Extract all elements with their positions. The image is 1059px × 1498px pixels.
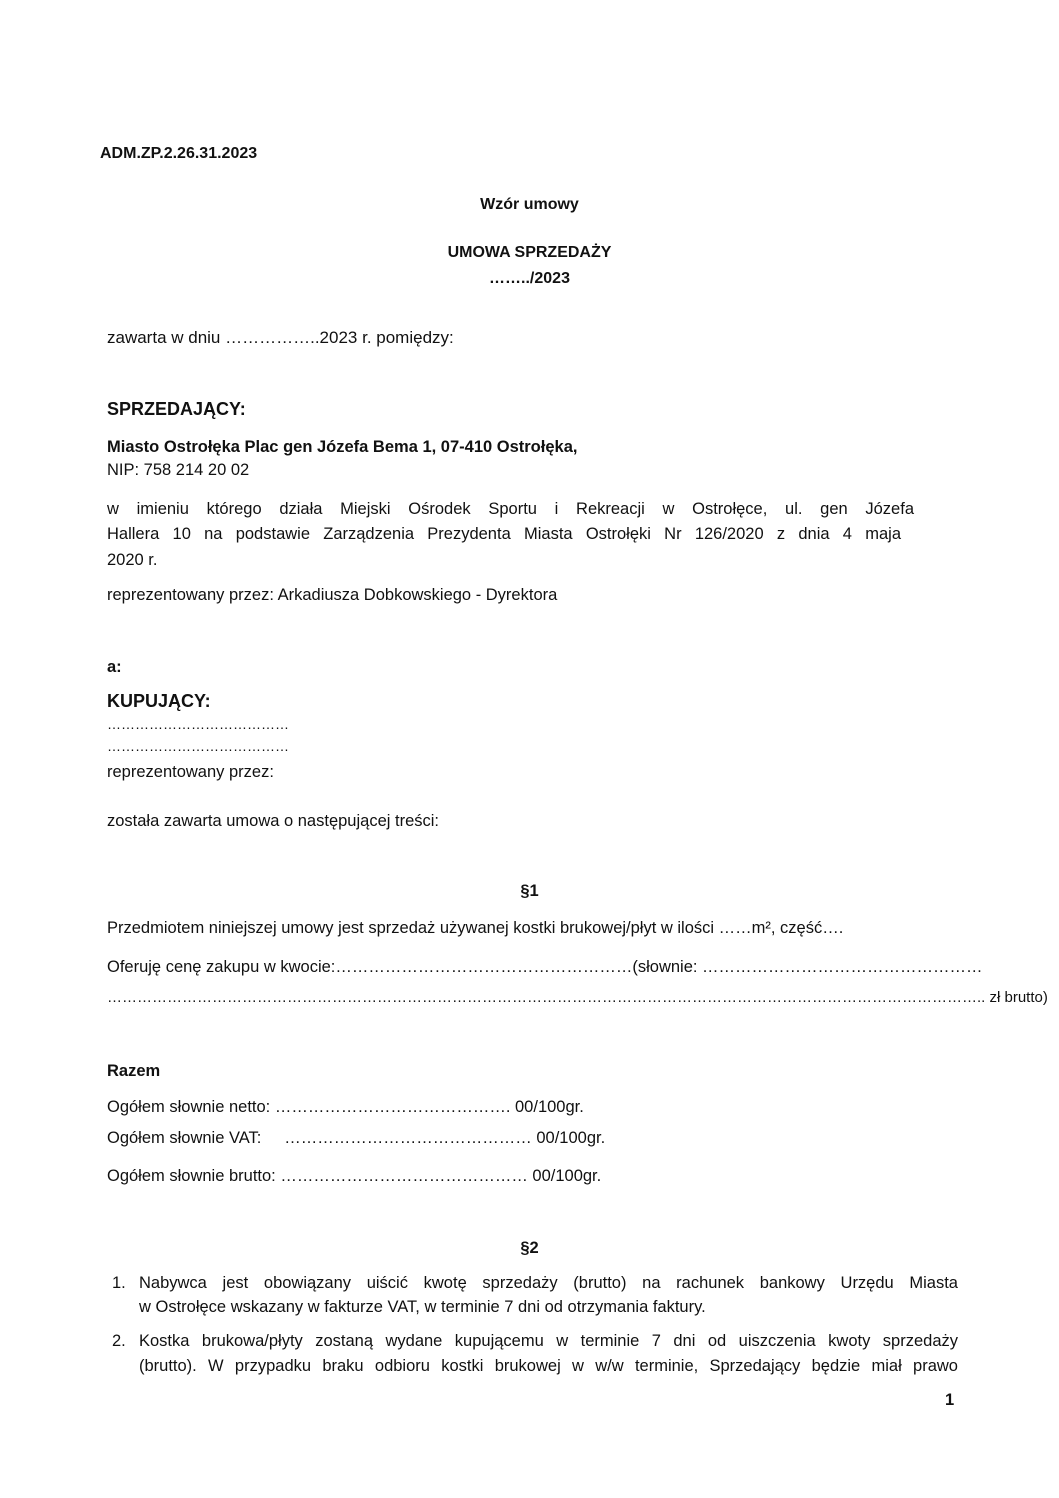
section-1-heading: §1 bbox=[520, 882, 539, 900]
section-2-item-1-line-1: Nabywca jest obowiązany uiścić kwotę sprzedaży (brutto) na rachunek bankowy Urzędu Miasta bbox=[139, 1274, 958, 1292]
total-netto: Ogółem słownie netto: ……………………………………. 00/100gr. bbox=[107, 1098, 584, 1116]
contract-concluded-line: została zawarta umowa o następującej treści: bbox=[107, 812, 439, 830]
seller-name: Miasto Ostrołęka Plac gen Józefa Bema 1, 07-410 Ostrołęka, bbox=[107, 438, 578, 456]
section-2-item-1-line-2: w Ostrołęce wskazany w fakturze VAT, w terminie 7 dni od otrzymania faktury. bbox=[139, 1298, 706, 1316]
section-1-price-line: Oferuję cenę zakupu w kwocie:………………………………………………(słownie: …………………………………………… bbox=[107, 958, 983, 976]
list-item-number: 1. bbox=[112, 1274, 126, 1292]
buyer-heading: KUPUJĄCY: bbox=[107, 691, 211, 711]
seller-represented: reprezentowany przez: Arkadiusza Dobkowskiego - Dyrektora bbox=[107, 586, 558, 604]
section-2-heading: §2 bbox=[520, 1239, 539, 1257]
buyer-line-2: ………………………………… bbox=[107, 738, 289, 754]
seller-nip: NIP: 758 214 20 02 bbox=[107, 461, 250, 479]
total-brutto: Ogółem słownie brutto: ……………………………………… 00/100gr. bbox=[107, 1167, 602, 1185]
document-subtitle: Wzór umowy bbox=[480, 196, 579, 213]
document-title: UMOWA SPRZEDAŻY bbox=[447, 244, 612, 261]
seller-acting-line-3: 2020 r. bbox=[107, 551, 158, 569]
seller-heading: SPRZEDAJĄCY: bbox=[107, 399, 246, 419]
section-2-item-2-line-2: (brutto). W przypadku braku odbioru kostki brukowej w w/w terminie, Sprzedający będzie miał prawo bbox=[139, 1357, 958, 1375]
concluded-date-line: zawarta w dniu ……………..2023 r. pomiędzy: bbox=[107, 328, 454, 347]
list-item-number: 2. bbox=[112, 1332, 126, 1350]
section-1-price-words-line: ………………………………………………………………………………………………………………………………………………………….. zł brutto) bbox=[107, 989, 1048, 1006]
buyer-represented: reprezentowany przez: bbox=[107, 763, 274, 781]
seller-acting-line-2: Hallera 10 na podstawie Zarządzenia Prezydenta Miasta Ostrołęki Nr 126/2020 z dnia 4 maja bbox=[107, 525, 901, 543]
total-heading: Razem bbox=[107, 1062, 161, 1080]
document-reference: ADM.ZP.2.26.31.2023 bbox=[100, 145, 258, 162]
page-number: 1 bbox=[945, 1391, 955, 1409]
and-label: a: bbox=[107, 658, 122, 676]
total-vat: Ogółem słownie VAT: ……………………………………… 00/100gr. bbox=[107, 1129, 606, 1147]
section-1-subject: Przedmiotem niniejszej umowy jest sprzedaż używanej kostki brukowej/płyt w ilości ……m², część…. bbox=[107, 919, 844, 937]
buyer-line-1: ………………………………… bbox=[107, 716, 289, 732]
section-2-item-2-line-1: Kostka brukowa/płyty zostaną wydane kupującemu w terminie 7 dni od uiszczenia kwoty sprzedaży bbox=[139, 1332, 958, 1350]
contract-number: ……../2023 bbox=[489, 270, 570, 287]
seller-acting-line-1: w imieniu którego działa Miejski Ośrodek Sportu i Rekreacji w Ostrołęce, ul. gen Józefa bbox=[107, 500, 914, 518]
